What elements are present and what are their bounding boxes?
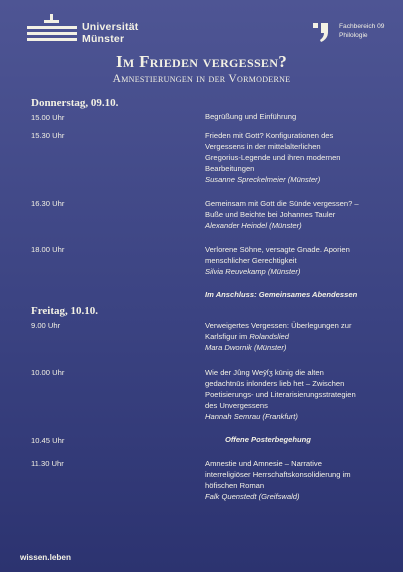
session-title-line: Vergessens in der mittelalterlichen [205,142,321,151]
university-name-line1: Universität [82,21,139,33]
session-title-line: Verweigertes Vergessen: Überlegungen zur [205,321,352,330]
session-title-line: Verlorene Söhne, versagte Gnade. Aporien [205,245,350,254]
session-description [205,111,383,122]
page-title: Im Frieden vergessen? [116,52,287,71]
session-description [205,458,383,502]
footer-slogan: wissen.leben [20,553,71,562]
session-title-line: Begrüßung und Einführung [205,112,297,121]
day-heading-thursday: Donnerstag, 09.10. [31,97,119,109]
speaker-name: Silvia Reuvekamp (Münster) [205,267,301,276]
session-title-line: Poetisierungs- und Literarisierungsstrategien [205,390,356,399]
session-title-line: Bearbeitungen [205,164,255,173]
session-title-line [205,331,383,342]
session-title-line: Buße und Beichte bei Johannes Tauler [205,210,336,219]
session-title-line: höfischen Roman [205,481,265,490]
faculty-logo [313,20,398,44]
university-logo [24,14,164,44]
university-building-icon [24,14,84,44]
speaker-name: Alexander Heindel (Münster) [205,221,302,230]
time-label: 18.00 Uhr [31,245,65,254]
time-label: 10.00 Uhr [31,368,65,377]
session-description [205,244,383,277]
session-description [205,367,383,422]
speaker-name: Mara Dwornik (Münster) [205,343,287,352]
time-label: 15.00 Uhr [31,113,65,122]
session-description [205,198,383,231]
session-title-line: Gregorius-Legende und ihren modernen [205,153,341,162]
session-title-line: des Unvergessens [205,401,268,410]
time-label: 15.30 Uhr [31,131,65,140]
session-title-text: Karlsfigur im [205,332,250,341]
time-label: 11.30 Uhr [31,459,64,468]
university-wordmark [82,21,138,45]
session-title-line: interreligiöser Herrschaftskonsolidierung im [205,470,351,479]
session-title-line: Wie der Jûng Weȳſʒ kūnig die alten [205,368,324,377]
session-title-line: Gemeinsam mit Gott die Sünde vergessen? – [205,199,359,208]
session-title-line: Frieden mit Gott? Konfigurationen des [205,131,334,140]
speaker-name: Falk Quenstedt (Greifswald) [205,492,300,501]
university-name-line2: Münster [82,33,125,45]
session-title-line: menschlicher Gerechtigkeit [205,256,297,265]
poster-session: Offene Posterbegehung [225,435,311,444]
session-description [205,320,383,353]
session-title-line: Amnestie und Amnesie – Narrative [205,459,322,468]
faculty-mark-icon [313,20,331,44]
day-heading-friday: Freitag, 10.10. [31,305,99,317]
work-title: Rolandslied [249,332,289,341]
time-label: 10.45 Uhr [31,436,65,445]
time-label: 9.00 Uhr [31,321,61,330]
speaker-name: Susanne Spreckelmeier (Münster) [205,175,321,184]
faculty-name-line2: Philologie [339,32,368,39]
faculty-wordmark [339,22,384,40]
header [0,0,403,60]
faculty-name-line1: Fachbereich 09 [339,23,385,30]
page-subtitle: Amnestierungen in der Vormoderne [112,73,291,85]
session-description [205,130,383,185]
dinner-note: Im Anschluss: Gemeinsames Abendessen [205,290,358,299]
session-title-line: gedachtnūs inlonders lieb het – Zwischen [205,379,345,388]
speaker-name: Hannah Semrau (Frankfurt) [205,412,298,421]
time-label: 16.30 Uhr [31,199,65,208]
